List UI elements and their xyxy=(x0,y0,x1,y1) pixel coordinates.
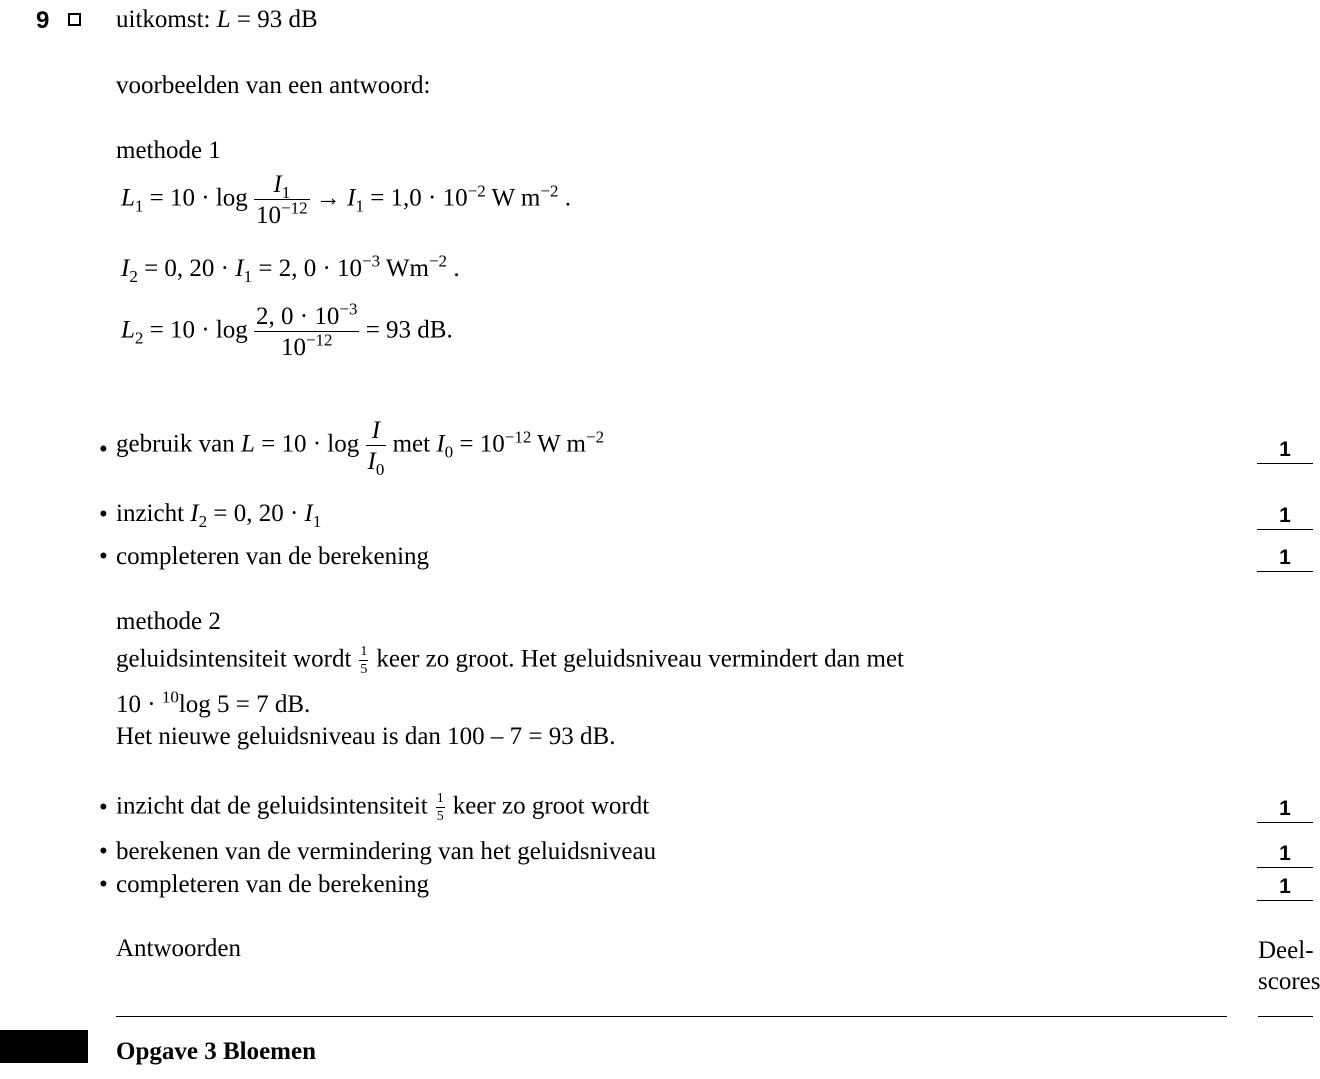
criterion-2-1: inzicht dat de geluidsintensiteit $\frac{1}{5}$ keer zo groot wordt xyxy=(116,791,650,824)
score-value: 1 xyxy=(1257,874,1313,901)
method2-line-3: Het nieuwe geluidsniveau is dan 100 – 7 = 93 dB. xyxy=(116,723,616,750)
method1-equation-3: $L_2 = 10 \cdot \log$ $\frac{2, 0 \cdot 10^{-3}}{10^{-12}}$ = 93 dB. xyxy=(121,299,453,361)
score-value: 1 xyxy=(1257,503,1313,530)
criterion-2-2: berekenen van de vermindering van het geluidsniveau xyxy=(116,838,657,865)
examples-heading: voorbeelden van een antwoord: xyxy=(116,72,431,99)
method1-heading: methode 1 xyxy=(116,137,221,164)
score-value: 1 xyxy=(1257,796,1313,823)
bullet: • xyxy=(99,838,108,865)
method2-heading: methode 2 xyxy=(116,608,221,635)
bullet: • xyxy=(99,543,108,570)
criterion-2-3: completeren van de berekening xyxy=(116,871,430,898)
score-column-label: Deel- scores xyxy=(1258,937,1320,995)
criterion-1-1: gebruik van L = 10 · log $\frac{I}{I_0}$ met $I_0 = 10^{-12}$ W $m^{-2}$ xyxy=(116,417,605,479)
question-checkbox[interactable] xyxy=(68,13,81,26)
criterion-1-2: inzicht $I_2 = 0$, $20 \cdot I_1$ xyxy=(116,500,322,531)
question-number: 9 xyxy=(36,7,50,34)
fraction: $\frac{I_1}{10^{-12}}$ xyxy=(256,171,308,229)
method2-line-1: geluidsintensiteit wordt $\frac{1}{5}$ keer zo groot. Het geluidsniveau vermindert dan met xyxy=(116,644,904,677)
score-value: 1 xyxy=(1257,437,1313,464)
score-value: 1 xyxy=(1257,545,1313,572)
section-marker xyxy=(0,1030,88,1063)
outcome-prefix: uitkomst: xyxy=(116,6,217,33)
section-title: Opgave 3 Bloemen xyxy=(116,1038,316,1065)
bullet: • xyxy=(99,871,108,898)
fraction: $\frac{2, 0 \cdot 10^{-3}}{10^{-12}}$ xyxy=(256,299,358,361)
small-fraction: $\frac{1}{5}$ xyxy=(360,644,368,677)
fraction: $\frac{I}{I_0}$ xyxy=(367,417,385,479)
score-value: 1 xyxy=(1257,841,1313,868)
answers-column-label: Antwoorden xyxy=(116,935,241,962)
method1-equation-1: $L_1 = 10 \cdot \log$ $\frac{I_1}{10^{-12}}$ → $I_1 = 1,0 \cdot 10^{-2}$ W $m^{-2}$ . xyxy=(121,171,571,229)
bullet: • xyxy=(99,436,108,463)
scores-divider xyxy=(1258,1016,1313,1017)
answers-divider xyxy=(116,1016,1227,1017)
bullet: • xyxy=(99,794,108,821)
small-fraction: $\frac{1}{5}$ xyxy=(436,791,444,824)
method2-line-2: 10 · $^{10}$log 5 = 7 dB. xyxy=(116,687,311,718)
bullet: • xyxy=(99,501,108,528)
method1-equation-2: $I_2 = 0$, $20 \cdot I_1 = 2$, $0 \cdot 10^{-3}$ $Wm^{-2}$ . xyxy=(121,251,460,286)
outcome-var: L xyxy=(216,6,231,33)
outcome-value: = 93 dB xyxy=(230,6,318,33)
outcome-line xyxy=(116,6,318,34)
criterion-1-3: completeren van de berekening xyxy=(116,543,430,570)
